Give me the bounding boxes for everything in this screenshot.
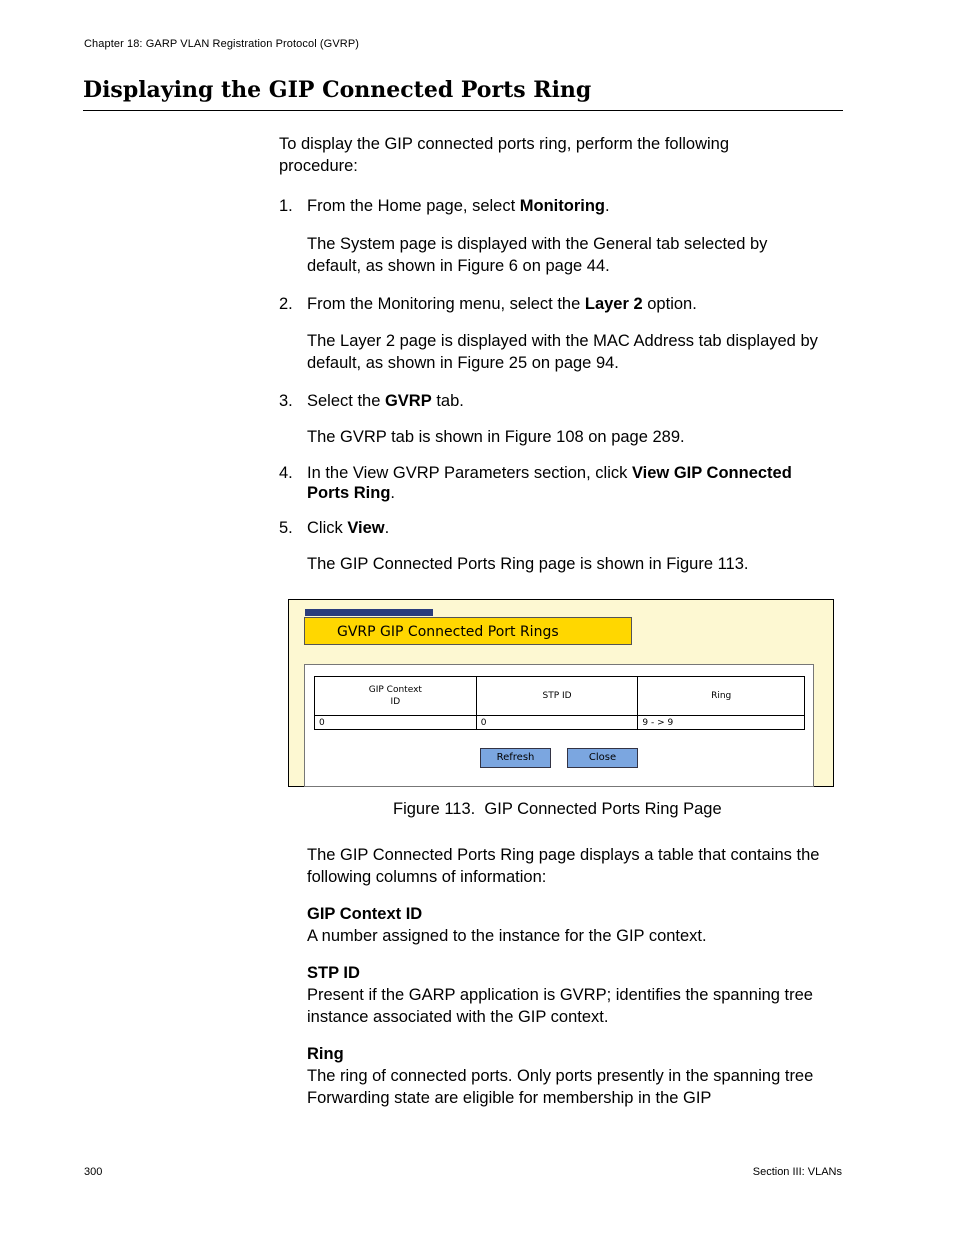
step-text: Select the (307, 392, 385, 410)
cell-ring: 9 - > 9 (638, 716, 805, 730)
definition-text: A number assigned to the instance for the GIP context. (307, 927, 707, 945)
column-header-stp-id: STP ID (476, 677, 638, 716)
section-title: Displaying the GIP Connected Ports Ring (83, 77, 592, 103)
description-paragraph: The GIP Connected Ports Ring page displays a table that contains the following columns of information: (307, 846, 820, 886)
column-header-gip-context-id (315, 677, 477, 716)
step-number: 5. (279, 519, 293, 537)
step-bold: Monitoring (519, 197, 605, 215)
tab-gvrp-gip-connected-port-rings[interactable]: GVRP GIP Connected Port Rings (304, 617, 632, 645)
step-1 (279, 195, 824, 277)
step-note: The System page is displayed with the General tab selected by default, as shown in Figure 6 on page 44. (307, 235, 768, 275)
step-text: From the Home page, select (307, 197, 520, 215)
tab-stub (305, 609, 433, 616)
definition-gip-context-id (307, 903, 827, 947)
gip-ring-figure (288, 599, 834, 787)
close-button[interactable]: Close (567, 748, 638, 768)
step-4 (279, 463, 824, 503)
step-text-end: . (605, 197, 610, 215)
step-text-end: . (384, 519, 390, 537)
definition-term: GIP Context ID (307, 905, 423, 923)
step-number: 3. (279, 392, 293, 410)
definition-stp-id (307, 962, 827, 1028)
step-text-end: tab. (431, 392, 464, 410)
step-number: 4. (279, 464, 293, 482)
gip-context-header: GIP Context ID (368, 685, 422, 707)
step-note: The GIP Connected Ports Ring page is shown in Figure 113. (307, 555, 749, 573)
page-number: 300 (84, 1166, 103, 1178)
procedure-steps (279, 195, 824, 575)
step-bold: View (347, 519, 385, 537)
refresh-button[interactable]: Refresh (480, 748, 551, 768)
step-bold: View GIP Connected Ports Ring (307, 464, 792, 502)
step-text-end: option. (642, 295, 697, 313)
column-header-ring: Ring (638, 677, 805, 716)
cell-gip-context-id: 0 (315, 716, 477, 730)
chapter-header: Chapter 18: GARP VLAN Registration Protocol (GVRP) (84, 38, 360, 50)
figure-caption: Figure 113. GIP Connected Ports Ring Page (393, 800, 722, 818)
intro-paragraph: To display the GIP connected ports ring, perform the following procedure: (279, 135, 730, 175)
step-bold: GVRP (384, 392, 432, 410)
section-footer: Section III: VLANs (752, 1166, 842, 1178)
step-note: The GVRP tab is shown in Figure 108 on page 289. (307, 428, 685, 446)
table-row (315, 716, 805, 730)
step-text: From the Monitoring menu, select the (307, 295, 585, 313)
step-note: The Layer 2 page is displayed with the MAC Address tab displayed by default, as shown in Figure 25 on page 94. (307, 332, 818, 372)
definition-term: STP ID (307, 964, 360, 982)
definition-text: Present if the GARP application is GVRP; identifies the spanning tree instance associated with the GIP context. (307, 986, 813, 1026)
cell-stp-id: 0 (476, 716, 638, 730)
step-text-end: . (390, 484, 396, 502)
definition-ring (307, 1043, 827, 1109)
step-number: 2. (279, 295, 293, 313)
gip-ring-table (314, 676, 805, 730)
title-rule (83, 110, 843, 111)
step-2 (279, 293, 824, 374)
definition-text: The ring of connected ports. Only ports presently in the spanning tree Forwarding state are eligible for membership in the GIP (307, 1067, 814, 1107)
step-number: 1. (279, 197, 293, 215)
description-section (307, 844, 827, 1109)
step-text: In the View GVRP Parameters section, click (307, 464, 632, 482)
definition-term: Ring (307, 1045, 344, 1063)
step-text: Click (307, 519, 348, 537)
step-bold: Layer 2 (584, 295, 643, 313)
table-header-row (315, 677, 805, 716)
step-5 (279, 517, 824, 575)
results-panel (304, 664, 814, 787)
step-3 (279, 390, 824, 448)
